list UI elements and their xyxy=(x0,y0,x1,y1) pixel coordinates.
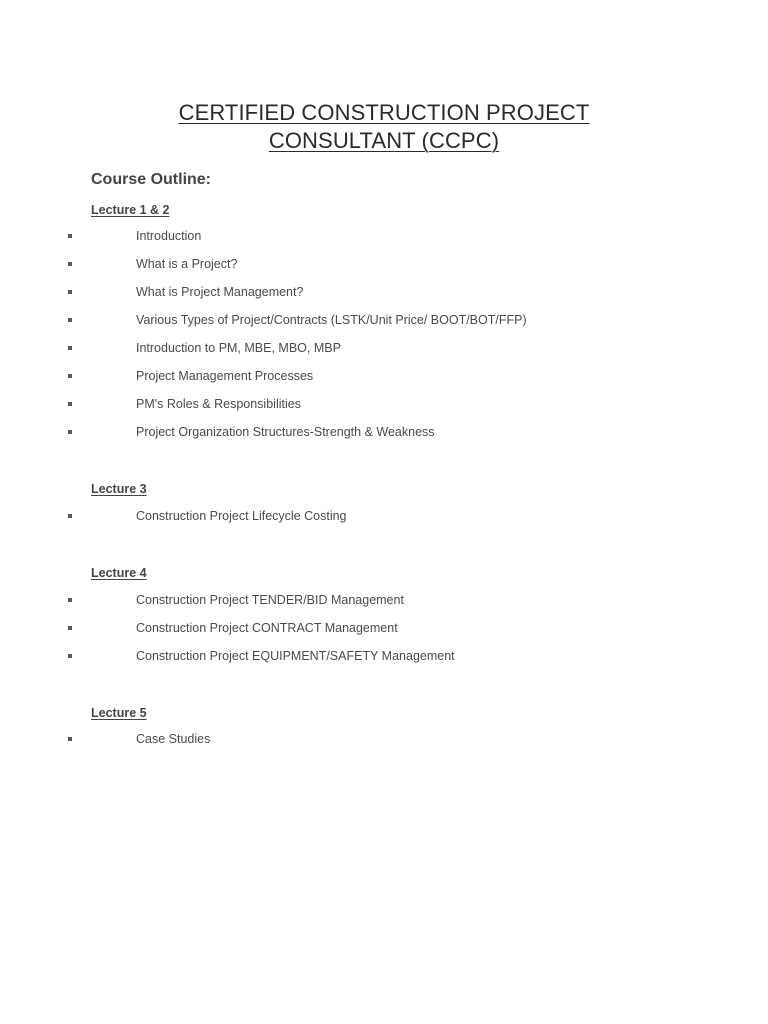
document-title-line-1: CERTIFIED CONSTRUCTION PROJECT xyxy=(178,100,590,125)
bullet-icon xyxy=(68,318,72,322)
bullet-icon xyxy=(68,514,72,518)
list-item xyxy=(0,369,768,387)
bullet-icon xyxy=(68,234,72,238)
bullet-icon xyxy=(68,290,72,294)
lecture-heading: Lecture 1 & 2 xyxy=(91,203,170,217)
list-item-text: Construction Project EQUIPMENT/SAFETY Management xyxy=(136,649,455,663)
bullet-icon xyxy=(68,598,72,602)
list-item xyxy=(0,425,768,443)
list-item xyxy=(0,593,768,611)
lecture-heading: Lecture 4 xyxy=(91,566,147,580)
course-outline-heading: Course Outline: xyxy=(91,171,212,188)
bullet-icon xyxy=(68,737,72,741)
list-item-text: Introduction xyxy=(136,229,202,243)
list-item-text: Construction Project Lifecycle Costing xyxy=(136,509,347,523)
list-item xyxy=(0,341,768,359)
bullet-icon xyxy=(68,346,72,350)
document-title-line-2: CONSULTANT (CCPC) xyxy=(268,128,500,153)
list-item-text: What is a Project? xyxy=(136,257,238,271)
list-item-text: Construction Project TENDER/BID Management xyxy=(136,593,404,607)
list-item-text: Project Organization Structures-Strength & Weakness xyxy=(136,425,435,439)
list-item-text: Construction Project CONTRACT Management xyxy=(136,621,398,635)
bullet-icon xyxy=(68,430,72,434)
lecture-heading: Lecture 5 xyxy=(91,706,147,720)
bullet-icon xyxy=(68,262,72,266)
list-item xyxy=(0,229,768,247)
list-item xyxy=(0,621,768,639)
list-item xyxy=(0,732,768,750)
list-item-text: PM's Roles & Responsibilities xyxy=(136,397,301,411)
list-item xyxy=(0,285,768,303)
lecture-heading: Lecture 3 xyxy=(91,482,147,496)
bullet-icon xyxy=(68,626,72,630)
list-item xyxy=(0,313,768,331)
list-item-text: Various Types of Project/Contracts (LSTK/Unit Price/ BOOT/BOT/FFP) xyxy=(136,313,527,327)
list-item-text: Case Studies xyxy=(136,732,211,746)
bullet-icon xyxy=(68,654,72,658)
list-item-text: Introduction to PM, MBE, MBO, MBP xyxy=(136,341,341,355)
list-item-text: What is Project Management? xyxy=(136,285,304,299)
list-item xyxy=(0,509,768,527)
list-item xyxy=(0,397,768,415)
bullet-icon xyxy=(68,402,72,406)
list-item-text: Project Management Processes xyxy=(136,369,314,383)
list-item xyxy=(0,257,768,275)
list-item xyxy=(0,649,768,667)
bullet-icon xyxy=(68,374,72,378)
